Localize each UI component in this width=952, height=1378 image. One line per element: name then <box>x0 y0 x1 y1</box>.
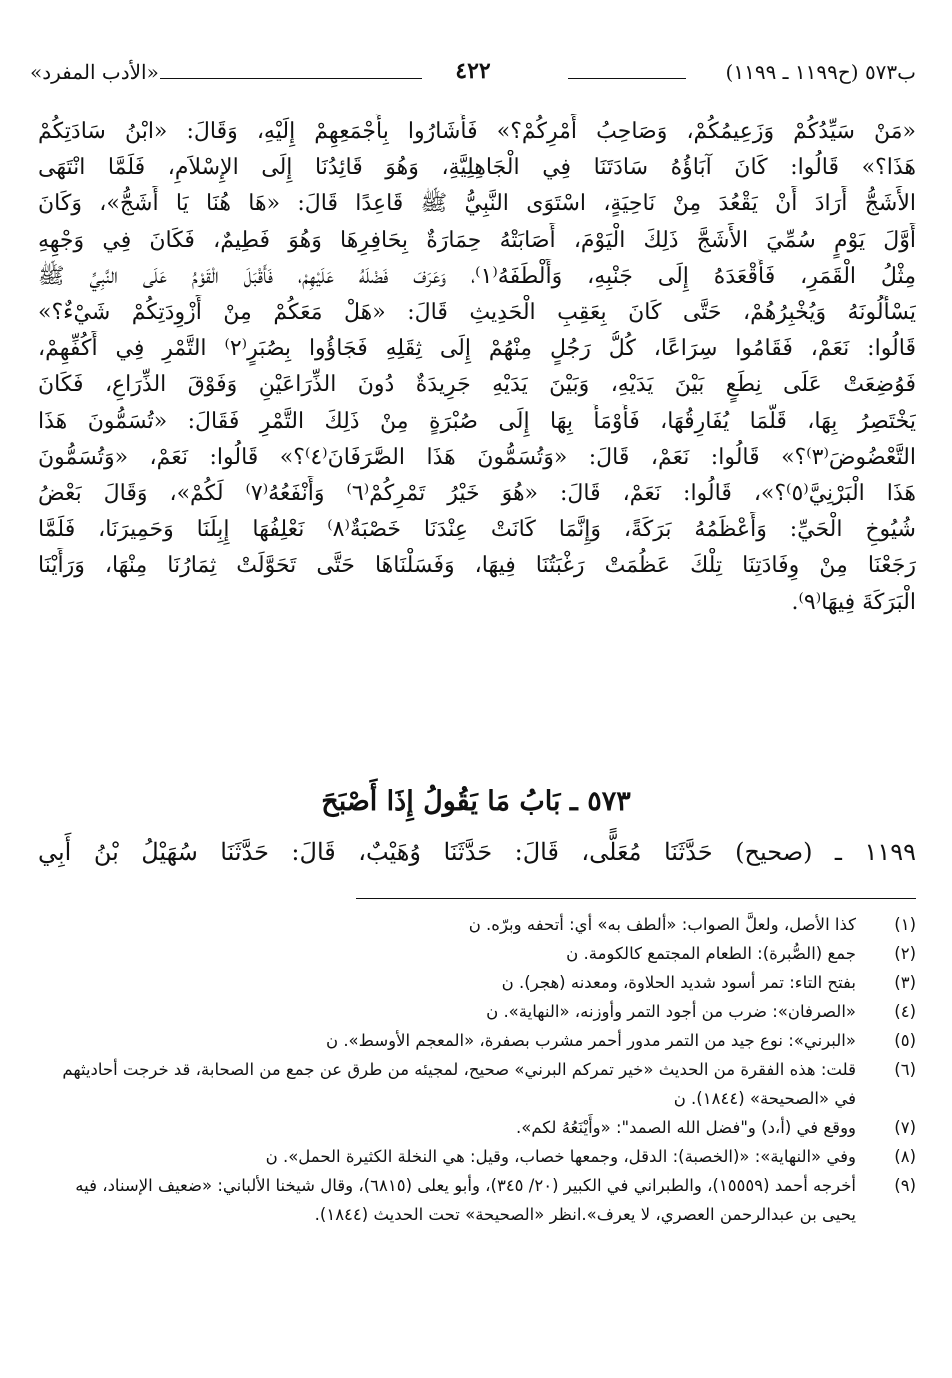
footnote-number: (١) <box>894 915 916 934</box>
footnote-number: (٢) <box>894 944 916 963</box>
body-line: رَجَعْنَا مِنْ وِفَادَتِنَا تِلْكَ عَظُمَتْ رَغْبَتُنَا فِيهَا، وَفَسَلْنَاهَا حَتَّى تَحَوَّلَتْ ثِمَارُنَا مِنْهَا، وَرَأَيْنَا <box>38 553 916 579</box>
body-line: هَذَا؟» قَالُوا: كَانَ آبَاؤُهُ سَادَتَنَا فِي الْجَاهِلِيَّةِ، وَهُوَ قَائِدُنَا إِلَى الإِسْلاَمِ، فَلَمَّا انْتَهَى <box>38 155 916 181</box>
footnote-item <box>38 910 916 939</box>
hadith-isnad-start: ١١٩٩ ـ (صحيح) حَدَّثَنَا مُعَلًّى، قَالَ: حَدَّثَنَا وُهَيْبٌ، قَالَ: حَدَّثَنَا سُهَيْلُ بْنُ أَبِي <box>38 838 916 866</box>
body-line: التَّعْضُوضَ⁽٣⁾؟» قَالُوا: نَعَمْ، قَالَ: «وَتُسَمُّونَ هَذَا الصَّرَفَانَ⁽٤⁾؟» قَالُوا: نَعَمْ، «وَتُسَمُّونَ <box>38 444 916 470</box>
body-line: أَوَّلَ يَوْمٍ سُمِّيَ الأَشَجَّ ذَلِكَ الْيَوْمَ، أَصَابَتْهُ حِمَارَةٌ بِحَافِرِهَا وَهُوَ فَطِيمٌ، فَكَانَ فِي وَجْهِهِ <box>38 227 916 253</box>
footnote-text: أخرجه أحمد (١٥٥٥٩)، والطبراني في الكبير (٢٠/ ٣٤٥)، وأبو يعلى (٦٨١٥)، وقال شيخنا الألباني: «ضعيف الإسناد، فيه يحيى بن عبدالرحمن العصري، لا يعرف».انظر «الصحيحة» تحت الحديث (١٨٤٤). <box>75 1176 856 1224</box>
header-rule-right <box>568 78 686 79</box>
footnote-text: «البرني»: نوع جيد من التمر مدور أحمر مشرب بصفرة، «المعجم الأوسط». ن <box>325 1031 856 1050</box>
body-line: يَسْأَلُونَهُ وَيُخْبِرُهُمْ، حَتَّى كَانَ بِعَقِبِ الْحَدِيثِ قَالَ: «هَلْ مَعَكُمْ مِنْ أَزْوِدَتِكُمْ شَيْءٌ؟» <box>38 300 916 326</box>
body-line: شُيُوخِ الْحَيِّ: وَأَعْظَمُهُ بَرَكَةً، وَإِنَّمَا كَانَتْ عِنْدَنَا خَصْبَةٌ⁽٨⁾ نَعْلِفُهَا إِبِلَنَا وَحَمِيرَنَا، فَلَمَّا <box>38 517 916 543</box>
footnote-number: (٩) <box>894 1176 916 1195</box>
footnote-text: بفتح التاء: تمر أسود شديد الحلاوة، ومعدنه (هجر). ن <box>501 973 856 992</box>
running-header <box>30 60 916 94</box>
footnote-text: ووقع في (أ،د) و"فضل الله الصمد": «وأَيْنَعُهُ لكم». <box>515 1118 856 1137</box>
page-number: ٤٢٢ <box>455 58 491 84</box>
footnote-item <box>38 939 916 968</box>
footnote-number: (٦) <box>894 1060 916 1079</box>
footnote-text: جمع (الصُّبرة): الطعام المجتمع كالكومة. ن <box>566 944 856 963</box>
header-book-title: «الأدب المفرد» <box>30 60 159 84</box>
footnote-item <box>38 997 916 1026</box>
footnote-item <box>38 1142 916 1171</box>
footnote-number: (٨) <box>894 1147 916 1166</box>
footnote-item <box>38 1055 916 1113</box>
header-section-ref: ب٥٧٣ (ح١١٩٩ ـ ١١٩٩) <box>725 60 916 84</box>
footnote-number: (٣) <box>894 973 916 992</box>
body-line: يَخْتَصِرُ بِهَا، قَلَّمَا يُفَارِقُهَا، فَأَوْمَأَ بِهَا إِلَى صُبْرَةٍ مِنْ ذَلِكَ التَّمْرِ فَقَالَ: «تُسَمُّونَ هَذَا <box>38 408 916 434</box>
body-line: الْبَرَكَةَ فِيهَا⁽٩⁾. <box>791 589 916 615</box>
body-line: مِثْلُ الْقَمَرِ، فَأَقْعَدَهُ إِلَى جَنْبِهِ، وَأَلْطَفَهُ⁽١⁾، وَعَرَفَ فَضْلَهُ عَلَيْهِمْ، فَأَقْبَلَ الْقَوْمُ عَلَى النَّبِيِّ ﷺ <box>38 263 916 289</box>
body-line: قَالُوا: نَعَمْ، فَقَامُوا سِرَاعًا، كُلُّ رَجُلٍ مِنْهُمْ إِلَى ثِقَلِهِ فَجَاؤُوا بِصُبَرٍ⁽٢⁾ التَّمْرِ فِي أَكُفِّهِمْ، <box>38 336 916 362</box>
body-line: هَذَا الْبَرْنِيَّ⁽٥⁾؟»، قَالُوا: نَعَمْ، قَالَ: «هُوَ خَيْرُ تَمْرِكُمْ⁽٦⁾ وَأَنْفَعُهُ⁽٧⁾ لَكُمْ»، وَقَالَ بَعْضُ <box>38 481 916 507</box>
footnote-text: قلت: هذه الفقرة من الحديث «خير تمركم البرني» صحيح، لمجيئه من طرق عن جمع من الصحابة، قد خرجت أحاديثهم في «الصحيحة» (١٨٤٤). ن <box>62 1060 856 1108</box>
footnote-number: (٥) <box>894 1031 916 1050</box>
footnote-item <box>38 968 916 997</box>
header-rule-left <box>160 78 422 79</box>
footnote-text: كذا الأصل، ولعلَّ الصواب: «ألطف به» أي: أتحفه وبرّه. ن <box>468 915 856 934</box>
footnote-separator <box>356 898 916 899</box>
footnote-item <box>38 1113 916 1142</box>
body-line: «مَنْ سَيِّدُكُمْ وَزَعِيمُكُمْ، وَصَاحِبُ أَمْرِكُمْ؟» فَأَشَارُوا بِأَجْمَعِهِمْ إِلَيْهِ، وَقَالَ: «ابْنُ سَادَتِكُمْ <box>38 119 916 144</box>
footnote-number: (٤) <box>894 1002 916 1021</box>
footnote-item <box>38 1171 916 1229</box>
body-line: فَوُضِعَتْ عَلَى نِطَعٍ بَيْنَ يَدَيْهِ، وَبَيْنَ يَدَيْهِ جَرِيدَةٌ دُونَ الذِّرَاعَيْنِ وَفَوْقَ الذِّرَاعِ، فَكَانَ <box>38 372 916 398</box>
footnote-item <box>38 1026 916 1055</box>
body-line: الأَشَجُّ أَرَادَ أَنْ يَقْعُدَ مِنْ نَاحِيَةٍ، اسْتَوَى النَّبِيُّ ﷺ قَاعِدًا قَالَ: «هَا هُنَا يَا أَشَجُّ»، وَكَانَ <box>38 191 916 217</box>
chapter-title: ٥٧٣ ـ بَابُ مَا يَقُولُ إِذَا أَصْبَحَ <box>321 786 631 817</box>
footnote-text: وفي «النهاية»: «(الخصبة): الدقل، وجمعها خصاب، وقيل: هي النخلة الكثيرة الحمل». ن <box>265 1147 856 1166</box>
hadith-body <box>38 114 916 621</box>
footnote-number: (٧) <box>894 1118 916 1137</box>
footnote-text: «الصرفان»: ضرب من أجود التمر وأوزنه، «النهاية». ن <box>486 1002 856 1021</box>
footnotes <box>38 910 916 1229</box>
